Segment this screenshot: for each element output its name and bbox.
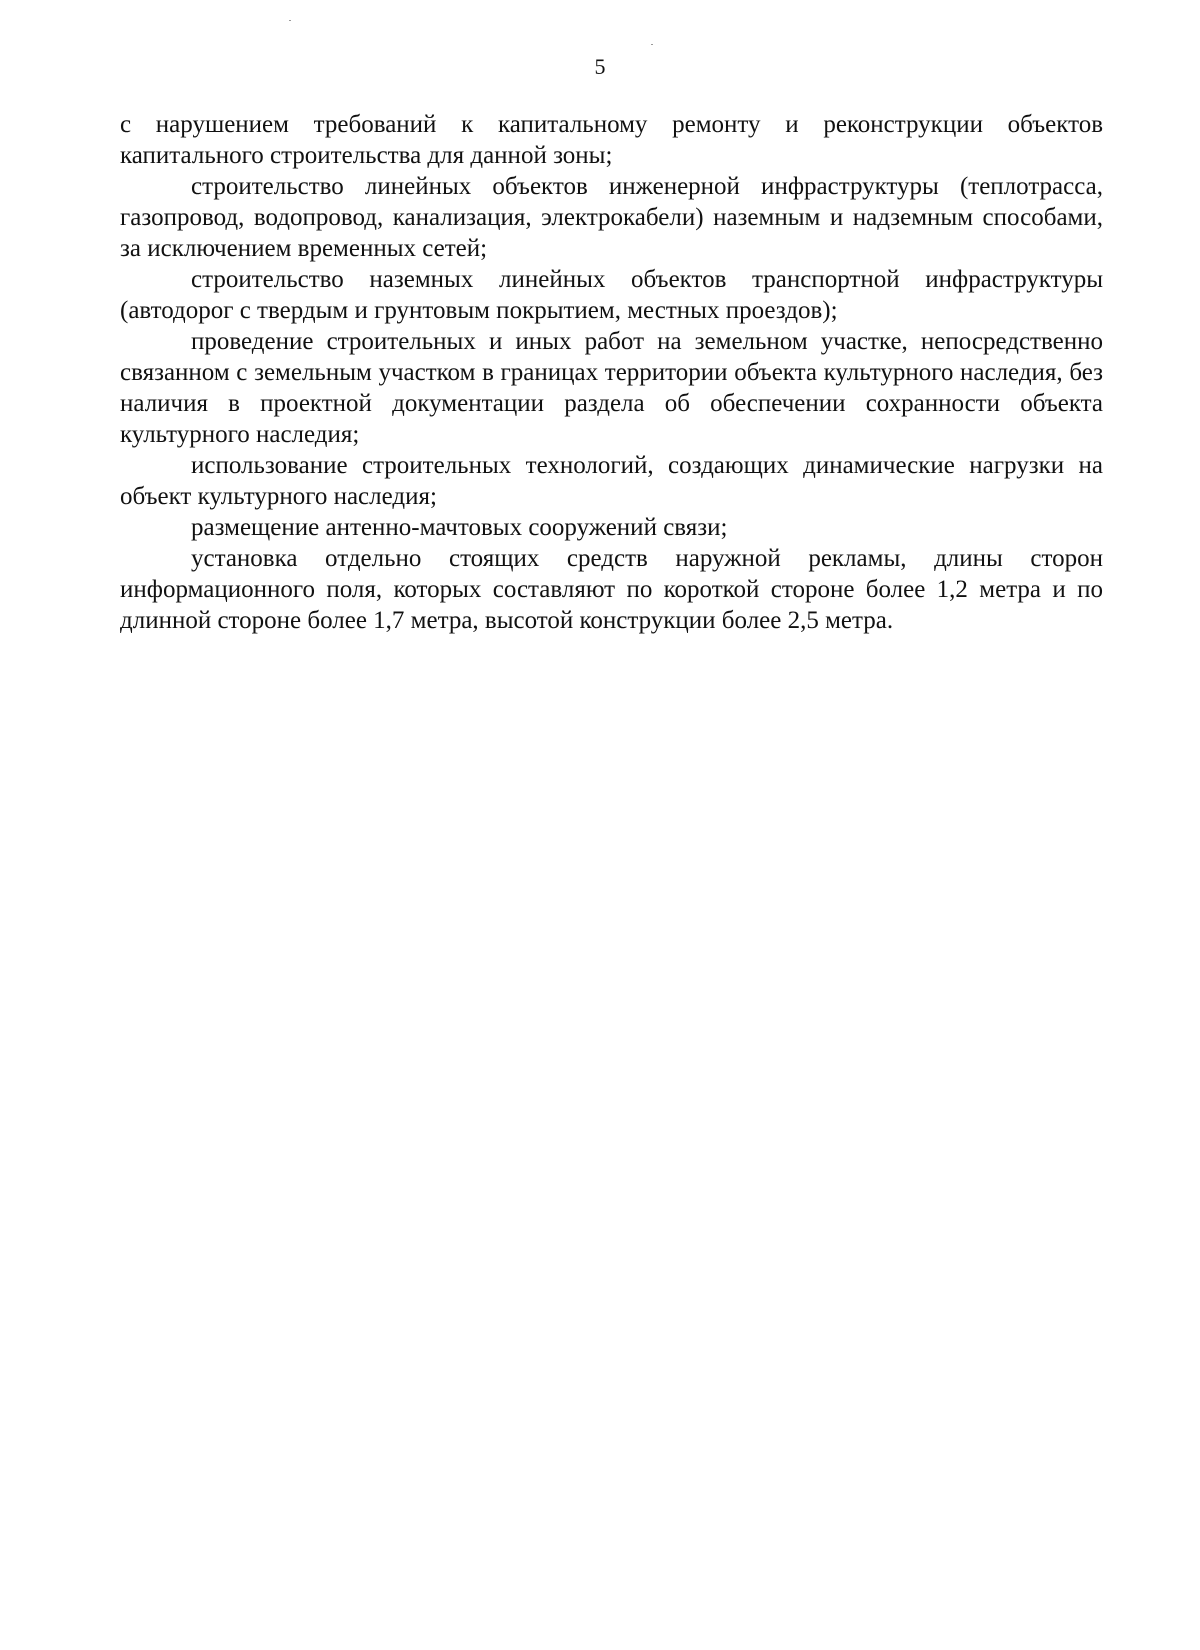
document-body [120,109,1103,636]
paragraph: проведение строительных и иных работ на земельном участке, непосредственно связанном с земельным участком в границах территории объекта культурного наследия, без наличия в проектной документации раздела об обеспечении сохранности объекта культурного наследия; [120,328,1103,448]
paragraph: установка отдельно стоящих средств наружной рекламы, длины сторон информационного поля, которых составляют по короткой стороне более 1,2 метра и по длинной стороне более 1,7 метра, высотой конструкции более 2,5 метра. [120,545,1103,634]
paragraph: с нарушением требований к капитальному ремонту и реконструкции объектов капитального строительства для данной зоны; [120,111,1103,169]
paragraph: строительство наземных линейных объектов транспортной инфраструктуры (автодорог с твердым и грунтовым покрытием, местных проездов); [120,266,1103,324]
paragraph: строительство линейных объектов инженерной инфраструктуры (теплотрасса, газопровод, водопровод, канализация, электрокабели) наземным и надземным способами, за исключением временных сетей; [120,173,1103,262]
scan-speck [651,44,653,45]
page-number: 5 [594,54,606,79]
paragraph: размещение антенно-мачтовых сооружений связи; [191,514,728,541]
scan-speck [289,20,291,21]
paragraph: использование строительных технологий, создающих динамические нагрузки на объект культурного наследия; [120,452,1103,510]
